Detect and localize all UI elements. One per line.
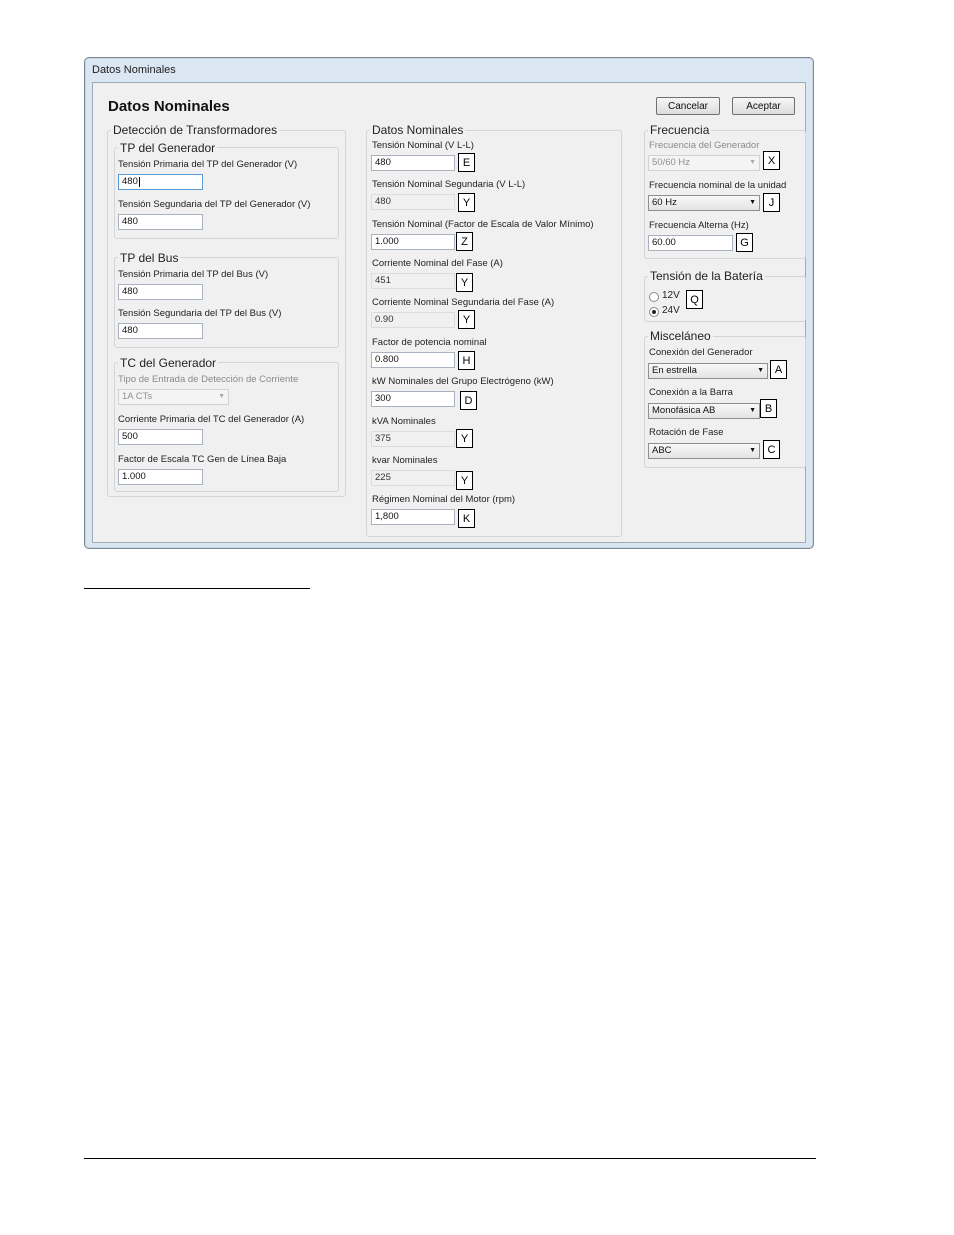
callout-tag: Y [456,471,473,490]
tc-scale-label: Factor de Escala TC Gen de Línea Baja [118,454,287,465]
factor-potencia-input[interactable]: 0.800 [371,352,455,368]
tp-generador-group [114,141,339,239]
tp-bus-group [114,251,339,348]
callout-tag: B [760,399,777,418]
deteccion-group [107,123,346,497]
factor-potencia-label: Factor de potencia nominal [372,337,487,348]
corriente-sec-value: 0.90 [371,312,455,328]
callout-tag: Y [458,193,475,212]
chevron-down-icon: ▼ [749,199,756,206]
tension-nominal-sec-label: Tensión Nominal Segundaria (V L-L) [372,179,526,190]
accept-button[interactable]: Aceptar [732,97,795,115]
callout-tag: Y [456,273,473,292]
chevron-down-icon: ▼ [749,407,756,414]
tp-bus-primary-input[interactable]: 480 [118,284,203,300]
corriente-sec-label: Corriente Nominal Segundaria del Fase (A) [372,297,555,308]
frecuencia-unit-dropdown[interactable]: 60 Hz ▼ [648,195,760,211]
datos-nominales-group-title: Datos Nominales [372,123,464,137]
cancel-button[interactable]: Cancelar [656,97,720,115]
tp-gen-primary-input[interactable]: 480 [118,174,203,190]
tc-primary-input[interactable]: 500 [118,429,203,445]
frecuencia-alt-input[interactable]: 60.00 [648,235,733,251]
chevron-down-icon: ▼ [749,447,756,454]
dialog-client-area [92,82,806,543]
conexion-barra-dropdown[interactable]: Monofásica AB ▼ [648,403,760,419]
tension-nominal-sec-value: 480 [371,194,455,210]
callout-tag: Y [458,310,475,329]
corriente-nominal-label: Corriente Nominal del Fase (A) [372,258,503,269]
callout-tag: J [763,193,780,212]
chevron-down-icon: ▼ [757,367,764,374]
frecuencia-gen-label: Frecuencia del Generador [649,140,760,151]
tc-type-dropdown[interactable]: 1A CTs ▼ [118,389,229,405]
tp-bus-secondary-label: Tensión Segundaria del TP del Bus (V) [118,308,282,319]
tension-factor-input[interactable]: 1.000 [371,234,455,250]
callout-tag: Y [456,429,473,448]
callout-tag: D [460,391,477,410]
text-caret [139,177,140,187]
corriente-nominal-value: 451 [371,273,455,289]
tc-generador-title: TC del Generador [120,356,217,370]
tp-bus-title: TP del Bus [120,251,179,265]
page-footer-rule [84,1158,816,1159]
chevron-down-icon: ▼ [749,159,756,166]
callout-tag: E [458,153,475,172]
tp-gen-secondary-label: Tensión Segundaria del TP del Generador (V) [118,199,311,210]
frecuencia-group-title: Frecuencia [650,123,710,137]
callout-tag: X [763,151,780,170]
frecuencia-group [644,123,806,259]
kvar-nominales-value: 225 [371,470,455,486]
kw-nominales-input[interactable]: 300 [371,391,455,407]
tp-gen-secondary-input[interactable]: 480 [118,214,203,230]
datos-nominales-group [366,123,622,537]
frecuencia-unit-label: Frecuencia nominal de la unidad [649,180,787,191]
tp-bus-primary-label: Tensión Primaria del TP del Bus (V) [118,269,269,280]
miscelaneo-group-title: Misceláneo [650,329,711,343]
datos-nominales-window [84,57,814,549]
callout-tag: K [458,509,475,528]
bateria-group-title: Tensión de la Batería [650,269,763,283]
tc-generador-group [114,356,339,492]
radio-12v-label: 12V [662,290,680,301]
frecuencia-alt-label: Frecuencia Alterna (Hz) [649,220,749,231]
title-bar[interactable] [85,58,813,82]
tc-scale-input[interactable]: 1.000 [118,469,203,485]
tp-generador-title: TP del Generador [120,141,216,155]
frecuencia-gen-dropdown[interactable]: 50/60 Hz ▼ [648,155,760,171]
window-title: Datos Nominales [92,64,176,76]
tp-gen-primary-label: Tensión Primaria del TP del Generador (V) [118,159,298,170]
radio-24v[interactable] [649,307,659,317]
kvar-nominales-label: kvar Nominales [372,455,438,466]
conexion-barra-label: Conexión a la Barra [649,387,733,398]
tension-factor-label: Tensión Nominal (Factor de Escala de Valor Mínimo) [372,219,594,230]
callout-tag: Z [456,232,473,251]
chevron-down-icon: ▼ [218,393,225,400]
conexion-gen-label: Conexión del Generador [649,347,753,358]
tc-primary-label: Corriente Primaria del TC del Generador (A) [118,414,305,425]
callout-tag: C [763,440,780,459]
kva-nominales-value: 375 [371,431,455,447]
regimen-motor-input[interactable]: 1,800 [371,509,455,525]
callout-tag: G [736,233,753,252]
tp-bus-secondary-input[interactable]: 480 [118,323,203,339]
regimen-motor-label: Régimen Nominal del Motor (rpm) [372,494,516,505]
rotacion-fase-dropdown[interactable]: ABC ▼ [648,443,760,459]
radio-24v-label: 24V [662,305,680,316]
callout-tag: A [770,360,787,379]
kva-nominales-label: kVA Nominales [372,416,436,427]
kw-nominales-label: kW Nominales del Grupo Electrógeno (kW) [372,376,554,387]
conexion-gen-dropdown[interactable]: En estrella ▼ [648,363,768,379]
tension-nominal-label: Tensión Nominal (V L-L) [372,140,474,151]
callout-tag: H [458,351,475,370]
radio-12v[interactable] [649,292,659,302]
rotacion-fase-label: Rotación de Fase [649,427,724,438]
miscelaneo-group [644,329,806,468]
bateria-group [644,269,806,322]
tension-nominal-input[interactable]: 480 [371,155,455,171]
deteccion-group-title: Detección de Transformadores [113,123,278,137]
footnote-divider [84,588,310,589]
dialog-heading: Datos Nominales [108,98,230,115]
tc-type-label: Tipo de Entrada de Detección de Corriente [118,374,299,385]
radio-selected-dot [652,310,656,314]
callout-tag: Q [686,290,703,309]
